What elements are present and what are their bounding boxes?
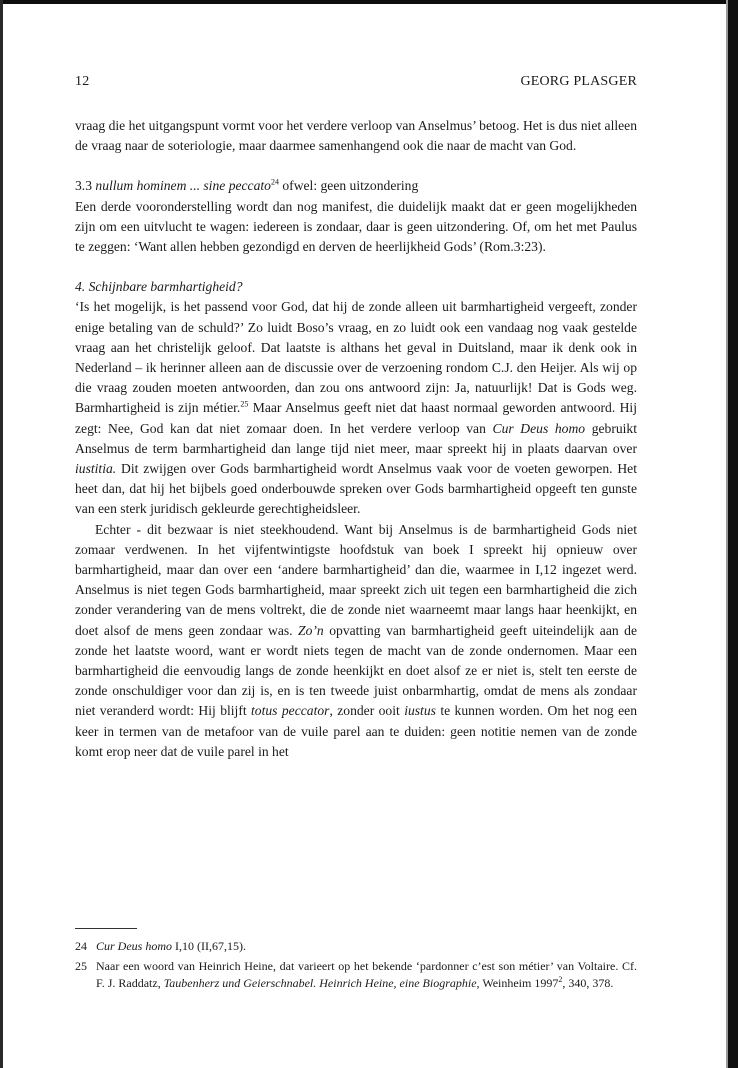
section-title-latin: nullum hominem ... sine peccato bbox=[95, 178, 271, 194]
text-italic: Cur Deus homo bbox=[96, 939, 173, 953]
section-title-rest: ofwel: geen uitzondering bbox=[278, 178, 419, 194]
running-head bbox=[75, 74, 637, 94]
footnote-24 bbox=[75, 938, 637, 956]
text-italic: Cur Deus homo bbox=[492, 420, 586, 436]
superscript: 2 bbox=[558, 975, 563, 984]
page-number: 12 bbox=[75, 74, 90, 89]
text-run: Naar een woord van Heinrich Heine, dat varieert op het bekende ‘pardonner c’est son métier’ van Voltaire. Cf. F. J. Raddatz, bbox=[96, 958, 637, 990]
text-italic: iustus bbox=[404, 703, 436, 719]
page-content bbox=[75, 74, 637, 762]
body-text bbox=[75, 116, 637, 762]
running-title: GEORG PLASGER bbox=[520, 74, 637, 89]
text-italic: iustitia. bbox=[75, 461, 117, 477]
footnote-number: 24 bbox=[75, 939, 87, 953]
text-run: Echter - dit bezwaar is niet steekhoudend. Want bij Anselmus is de barmhartigheid Gods niet zomaar verdwenen. In het vijfentwintigste hoofdstuk van boek I spreekt hij opnieuw over barmhartigheid, maar dan over een ‘andere barmhartigheid’ dan die, waarmee in I,12 ingezet werd. Anselmus is niet tegen Gods barmhartigheid, maar spreekt zich uit tegen een barmhartigheid die zich zonder verandering van de mens voltrekt, die de zonde niet waarneemt maar langs haar heenkijkt, en doet alsof de mens geen zondaar was. bbox=[75, 521, 637, 638]
text-run: , 340, 378. bbox=[562, 976, 614, 990]
scan-edge-right bbox=[728, 0, 738, 1068]
section-heading-4 bbox=[75, 277, 637, 297]
text-run: Dit zwijgen over Gods barmhartigheid wordt Anselmus vaak voor de voeten geworpen. Het heet dan, dat hij het bijbels goed onderbouwde spreken over Gods barmhartigheid opgeeft ten gunste van een sterk juridisch gekleurde gerechtigheidsleer. bbox=[75, 461, 637, 517]
paragraph-4-a bbox=[75, 297, 637, 519]
text-run: , Weinheim 1997 bbox=[476, 976, 559, 990]
footnote-text bbox=[96, 958, 637, 993]
section-heading-3-3 bbox=[75, 176, 637, 196]
text-italic: Taubenherz und Geierschnabel. Heinrich Heine, eine Biographie bbox=[163, 976, 477, 990]
footnote-25 bbox=[75, 958, 637, 993]
footnote-ref-24: 24 bbox=[270, 177, 279, 187]
text-run: , zonder ooit bbox=[329, 703, 405, 719]
spacer bbox=[75, 156, 637, 176]
paragraph-intro: vraag die het uitgangspunt vormt voor het verdere verloop van Anselmus’ betoog. Het is dus niet alleen de vraag naar de soteriologie, maar daarmee samenhangend ook die naar de macht van God. bbox=[75, 118, 637, 154]
text-run: ‘Is het mogelijk, is het passend voor God, dat hij de zonde alleen uit barmhartigheid vergeeft, zonder enige betaling van de schuld?’ Zo luidt Boso’s vraag, en zo luidt ook een vandaag nog vaak gestelde vraag aan het christelijk geloof. Dat laatste is althans het geval in Duitsland, maar ik denk ook in Nederland – ik herinner alleen aan de discussie over de verzoening rondom C.J. den Heijer. Als wij op die vraag zouden moeten antwoorden, dan zou ons antwoord zijn: Ja, natuurlijk! Dat is Gods weg. Barmhartigheid is zijn métier. bbox=[75, 299, 637, 416]
spacer bbox=[75, 257, 637, 277]
text-run: I,10 (II,67,15). bbox=[172, 939, 246, 953]
footnotes bbox=[75, 938, 637, 995]
text-run: gebruikt Anselmus de term barmhartigheid dan lange tijd niet meer, maar spreekt hij in plaats daarvan over bbox=[75, 420, 638, 456]
text-italic: Zo’n bbox=[298, 622, 324, 638]
footnote-ref-25: 25 bbox=[240, 399, 249, 409]
text-run: opvatting van barmhartigheid geeft uiteindelijk aan de zonde het laatste woord, want er wordt niets tegen de macht van de zonde ondernomen. Maar een barmhartigheid die eenvoudig langs de zonde heenkijkt en doet alsof ze er niet is, stelt ten eerste de zonde onschuldiger voor dan zij is, en is ten tweede juist onbarmhartig, omdat de mens als zondaar niet veranderd wordt: Hij blijft bbox=[75, 622, 637, 719]
text-run: Maar Anselmus geeft niet dat haast normaal geworden antwoord. Hij zegt: Nee, God kan dat niet zomaar doen. In het verdere verloop van bbox=[75, 400, 637, 436]
section-title-4: 4. Schijnbare barmhartigheid? bbox=[75, 279, 243, 295]
footnote-text bbox=[96, 938, 637, 956]
scan-edge-left bbox=[0, 0, 3, 1068]
section-number: 3.3 bbox=[75, 178, 92, 194]
scan-edge-right-inner bbox=[726, 0, 728, 1068]
paragraph-3-3: Een derde vooronderstelling wordt dan nog manifest, die duidelijk maakt dat er geen mogelijkheden zijn om een uitvlucht te wagen: iedereen is zondaar, daar is geen uitzondering. Of, om het met Paulus te zeggen: ‘Want allen hebben gezondigd en derven de heerlijkheid Gods’ (Rom.3:23). bbox=[75, 198, 637, 255]
text-run: te kunnen worden. Om het nog een keer in termen van de metafoor van de vuile parel aan te duiden: geen notitie nemen van de zonde komt erop neer dat de vuile parel in het bbox=[75, 703, 637, 759]
footnote-separator bbox=[75, 928, 137, 929]
paragraph-4-b bbox=[75, 520, 637, 762]
text-italic: totus peccator bbox=[251, 703, 330, 719]
scan-edge-top bbox=[0, 0, 738, 4]
footnote-number: 25 bbox=[75, 958, 87, 973]
